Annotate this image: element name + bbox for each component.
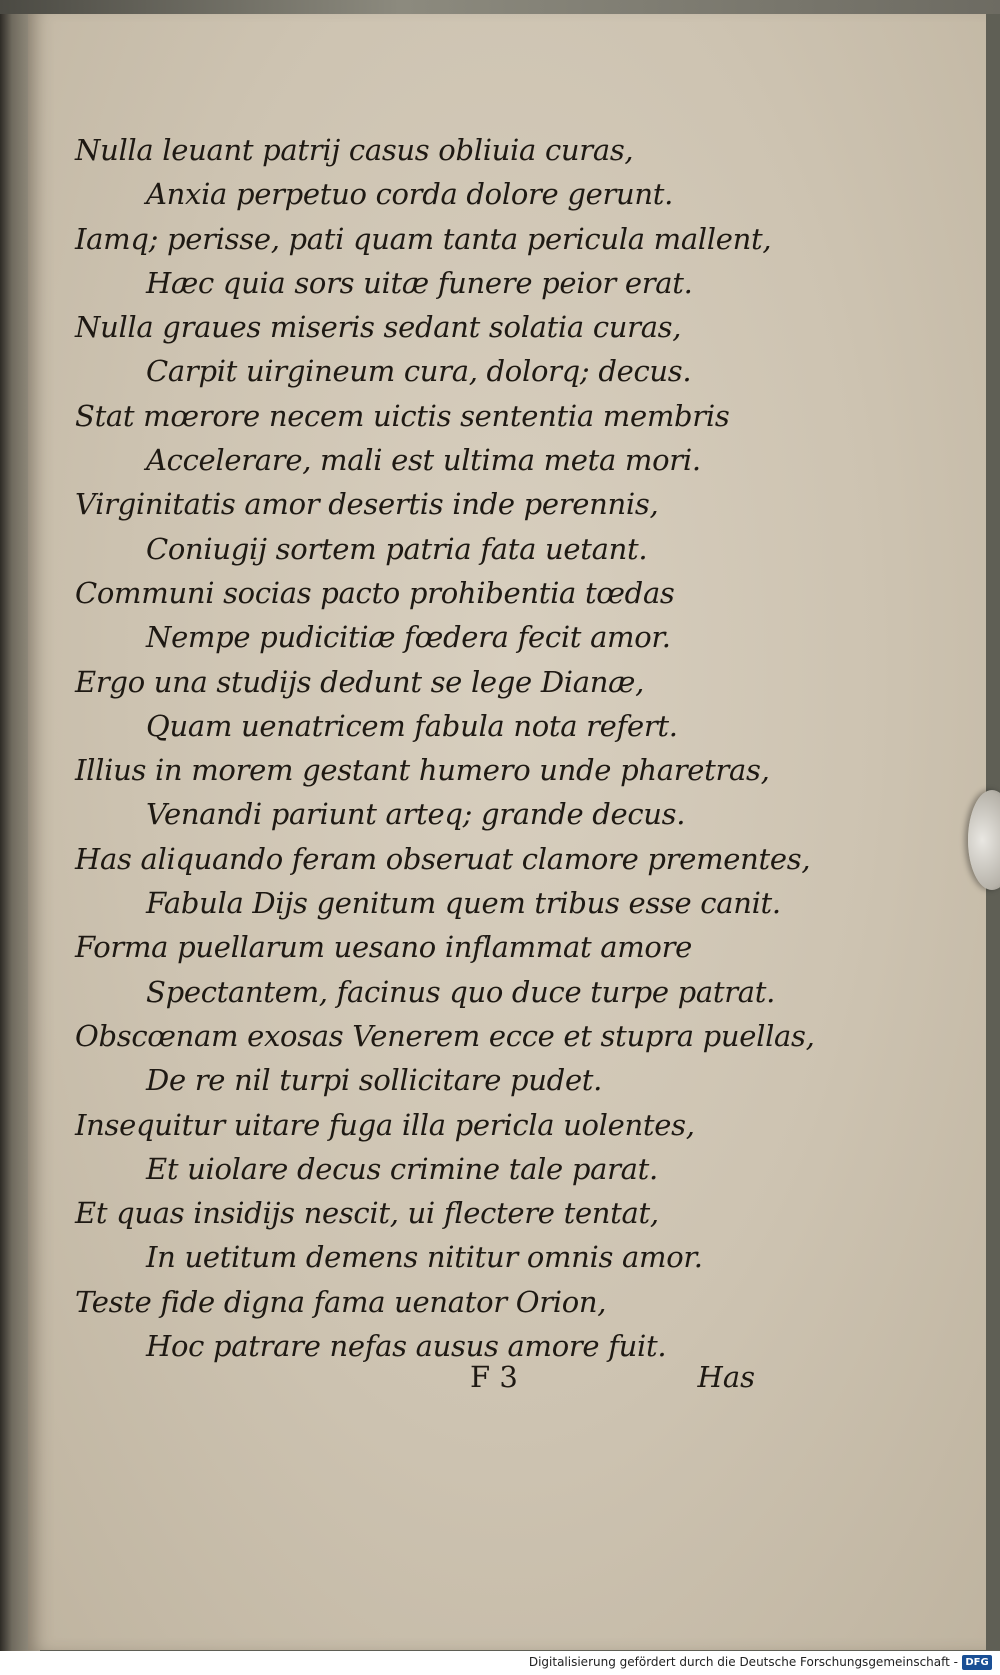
verse-line: Spectantem, facinus quo duce turpe patrat. [146,974,776,1009]
top-page-edge [0,0,1000,14]
verse-line: Forma puellarum uesano inflammat amore [75,930,693,965]
verse-line: Virginitatis amor desertis inde perennis, [75,487,659,522]
verse-line: Iamq; perisse, pati quam tanta pericula mallent, [75,221,772,256]
verse-line: Ergo una studijs dedunt se lege Dianæ, [75,664,645,699]
signature-mark: F 3 [470,1360,518,1394]
verse-line: De re nil turpi sollicitare pudet. [146,1063,603,1098]
verse-line: Hæc quia sors uitæ funere peior erat. [146,265,693,300]
verse-line: Anxia perpetuo corda dolore gerunt. [146,177,674,212]
digitization-credit-bar [0,1651,1000,1675]
verse-line: Nulla graues miseris sedant solatia curas, [75,310,682,345]
catchword: Has [697,1360,755,1394]
verse-line: Nempe pudicitiæ fœdera fecit amor. [146,620,671,655]
verse-line: Venandi pariunt arteq; grande decus. [146,797,686,832]
verse-line: Teste fide digna fama uenator Orion, [75,1284,607,1319]
verse-line: Communi socias pacto prohibentia tœdas [75,575,675,610]
verse-line: Accelerare, mali est ultima meta mori. [146,443,701,478]
verse-line: Illius in morem gestant humero unde pharetras, [75,753,770,788]
verse-line: Fabula Dijs genitum quem tribus esse canit. [146,886,781,921]
verse-line: Nulla leuant patrij casus obliuia curas, [75,133,634,167]
verse-line: Carpit uirgineum cura, dolorq; decus. [146,354,692,389]
poem-text [75,128,815,1368]
verse-line: Has aliquando feram obseruat clamore prementes, [75,841,811,876]
verse-line: Obscœnam exosas Venerem ecce et stupra puellas, [75,1018,815,1053]
verse-line: In uetitum demens nititur omnis amor. [146,1240,703,1275]
verse-line: Et uiolare decus crimine tale parat. [146,1151,658,1186]
credit-text: Digitalisierung gefördert durch die Deutsche Forschungsgemeinschaft - [528,1655,958,1669]
verse-line: Et quas insidijs nescit, ui flectere tentat, [75,1196,659,1231]
page-footer [75,1360,765,1404]
verse-line: Stat mœrore necem uictis sententia membris [75,398,730,433]
verse-line: Quam uenatricem fabula nota refert. [146,708,678,743]
verse-line: Hoc patrare nefas ausus amore fuit. [146,1329,667,1364]
dfg-logo-icon: DFG [962,1655,992,1670]
verse-line: Insequitur uitare fuga illa pericla uolentes, [75,1107,695,1142]
verse-line: Coniugij sortem patria fata uetant. [146,531,648,566]
